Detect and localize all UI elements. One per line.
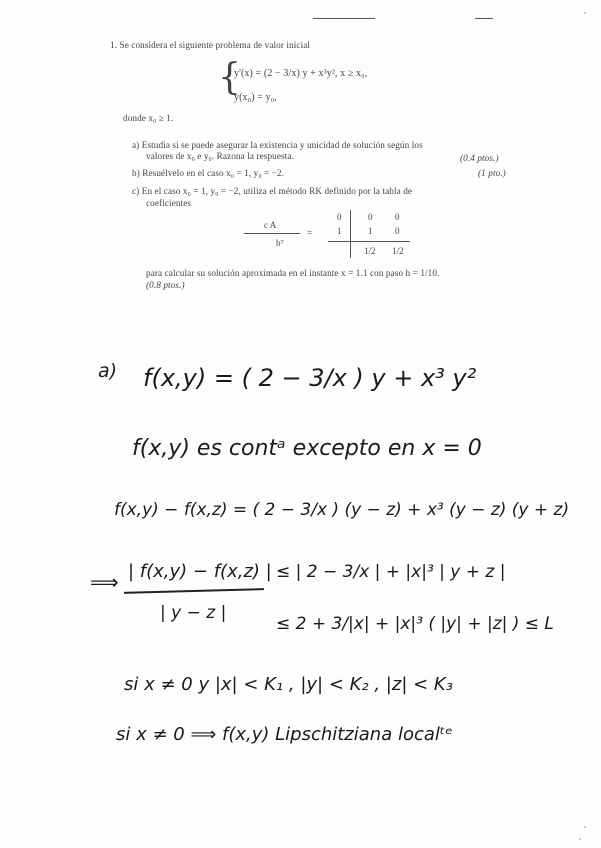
bound-line-1: ≤ | 2 − 3/x | + |x|³ | y + z | bbox=[276, 562, 506, 582]
part-b-points: (1 pto.) bbox=[478, 168, 506, 178]
initial-condition: y(x₀) = y₀, bbox=[234, 92, 277, 103]
condition-text: donde x₀ ≥ 1. bbox=[123, 113, 174, 123]
answer-label: a) bbox=[98, 360, 118, 382]
function-definition: f(x,y) = ( 2 − 3/x ) y + x³ y² bbox=[143, 364, 477, 392]
header-underline-right bbox=[475, 18, 493, 19]
part-a-points: (0.4 ptos.) bbox=[460, 153, 499, 163]
part-c-points: (0.8 ptos.) bbox=[146, 280, 185, 290]
lipschitz-conclusion: si x ≠ 0 ⟹ f(x,y) Lipschitziana localᵗᵉ bbox=[116, 724, 453, 745]
part-c-text: c) En el caso x₀ = 1, y₀ = −2, utiliza el método RK definido por la tabla de bbox=[132, 186, 413, 196]
table-left-bottom: bᵀ bbox=[276, 238, 284, 248]
system-brace: { bbox=[218, 57, 241, 98]
problem-intro: 1. Se considera el siguiente problema de valor inicial bbox=[110, 40, 311, 50]
table-cell-b2: 1/2 bbox=[392, 246, 404, 256]
implies-arrow: ⟹ bbox=[90, 570, 119, 594]
table-horizontal-rule bbox=[328, 241, 410, 242]
ode-equation: y'(x) = (2 − 3/x) y + x³y², x ≥ x₀, bbox=[234, 68, 368, 79]
part-a-text-cont: valores de x₀ e y₀. Razona la respuesta. bbox=[146, 151, 294, 161]
quotient-numerator: | f(x,y) − f(x,z) | bbox=[128, 561, 272, 582]
quotient-denominator: | y − z | bbox=[160, 603, 227, 623]
table-cell-a21: 1 bbox=[368, 226, 373, 236]
table-vertical-rule bbox=[350, 210, 351, 258]
scan-speck bbox=[579, 838, 581, 840]
table-left-rule bbox=[244, 233, 300, 234]
table-equals: = bbox=[307, 228, 313, 238]
corner-speck bbox=[584, 12, 586, 14]
header-underline-left bbox=[313, 18, 375, 19]
local-condition: si x ≠ 0 y |x| < K₁ , |y| < K₂ , |z| < K₃ bbox=[124, 674, 453, 695]
table-cell-a22: 0 bbox=[395, 226, 400, 236]
part-a-text: a) Estudia si se puede asegurar la existencia y unicidad de solución según los bbox=[132, 140, 423, 150]
table-cell-a11: 0 bbox=[368, 212, 373, 222]
part-c-tail: para calcular su solución aproximada en el instante x = 1.1 con paso h = 1/10. bbox=[146, 268, 440, 278]
table-cell-c1: 0 bbox=[337, 212, 342, 222]
continuity-statement: f(x,y) es contᵃ excepto en x = 0 bbox=[132, 436, 482, 461]
fraction-bar bbox=[124, 588, 264, 593]
table-cell-b1: 1/2 bbox=[364, 246, 376, 256]
part-c-text-cont: coeficientes bbox=[146, 198, 192, 208]
table-cell-c2: 1 bbox=[337, 226, 342, 236]
bound-line-2: ≤ 2 + 3/|x| + |x|³ ( |y| + |z| ) ≤ L bbox=[276, 614, 554, 634]
scan-speck bbox=[584, 826, 586, 828]
part-b-text: b) Resuélvelo en el caso x₀ = 1, y₀ = −2. bbox=[132, 168, 285, 178]
difference-identity: f(x,y) − f(x,z) = ( 2 − 3/x ) (y − z) + x³ (y − z) (y + z) bbox=[114, 500, 570, 520]
table-cell-a12: 0 bbox=[395, 212, 400, 222]
table-left-top: c A bbox=[264, 220, 277, 230]
